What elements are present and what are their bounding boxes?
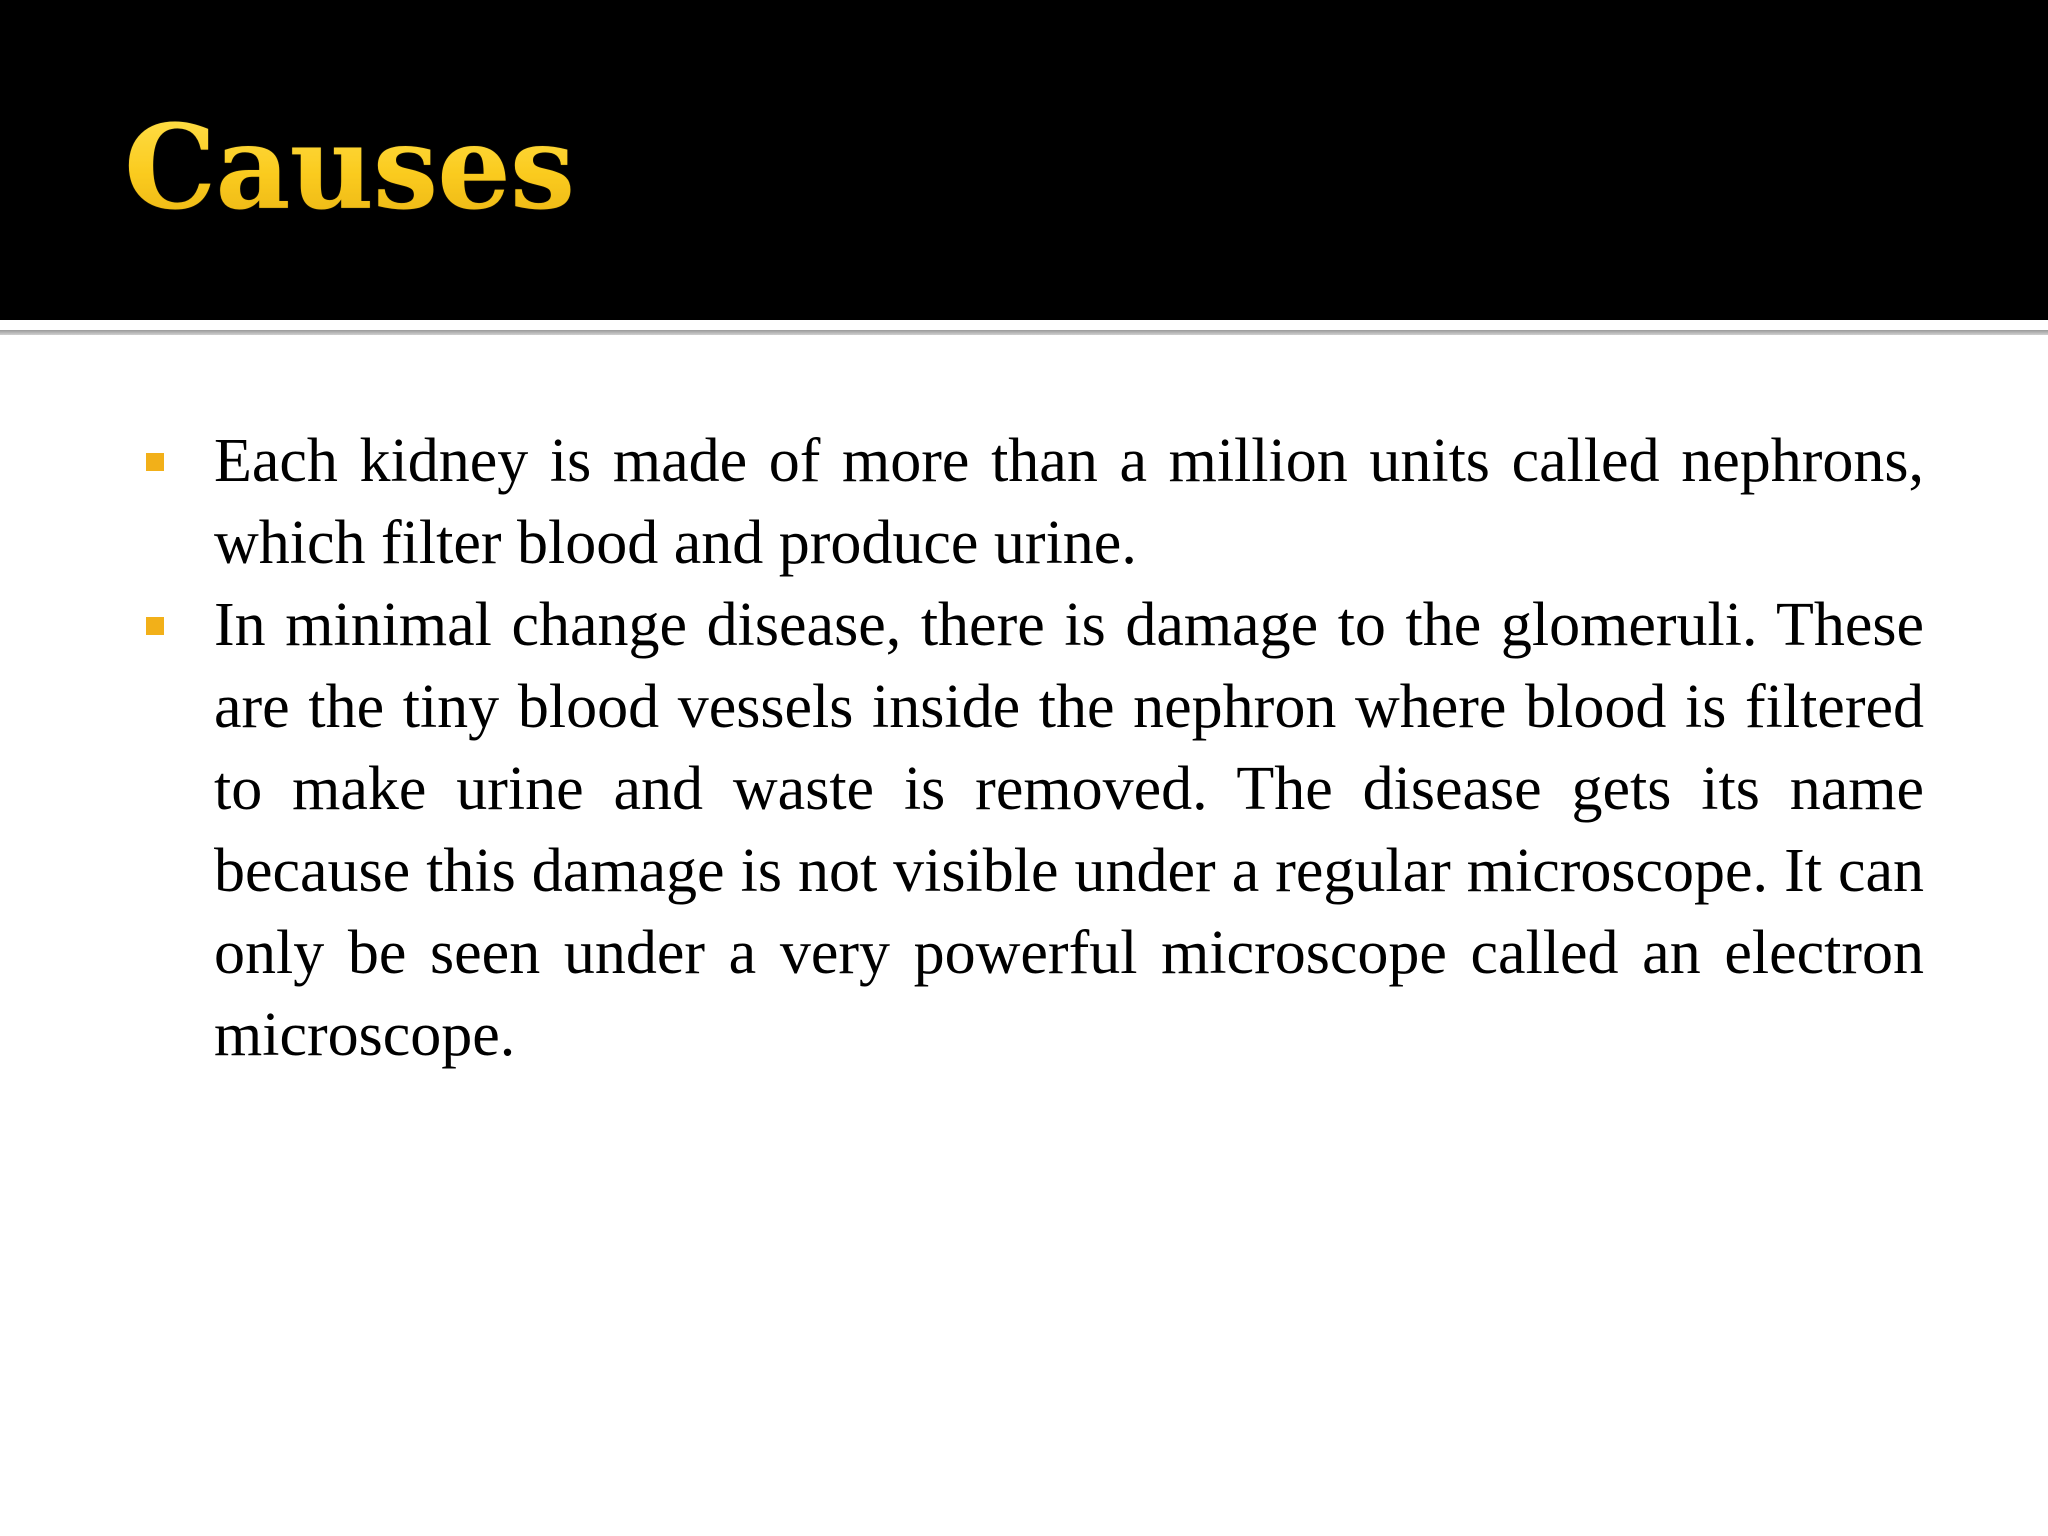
bullet-list	[140, 420, 1924, 1076]
bullet-item	[140, 584, 1924, 1076]
square-bullet-icon	[146, 453, 164, 471]
title-bar	[0, 0, 2048, 320]
title-gap	[0, 320, 2048, 330]
slide-title: Causes	[124, 100, 575, 236]
bullet-text: In minimal change disease, there is damage to the glomeruli. These are the tiny blood vessels inside the nephron where blood is filtered to make urine and waste is removed. The disease gets its name because this damage is not visible under a regular microscope. It can only be seen under a very powerful microscope called an electron microscope.	[214, 591, 1924, 1069]
square-bullet-icon	[146, 617, 164, 635]
title-divider	[0, 330, 2048, 335]
bullet-item	[140, 420, 1924, 584]
bullet-text: Each kidney is made of more than a million units called nephrons, which filter blood and produce urine.	[214, 427, 1924, 577]
slide-content	[140, 420, 1924, 1076]
